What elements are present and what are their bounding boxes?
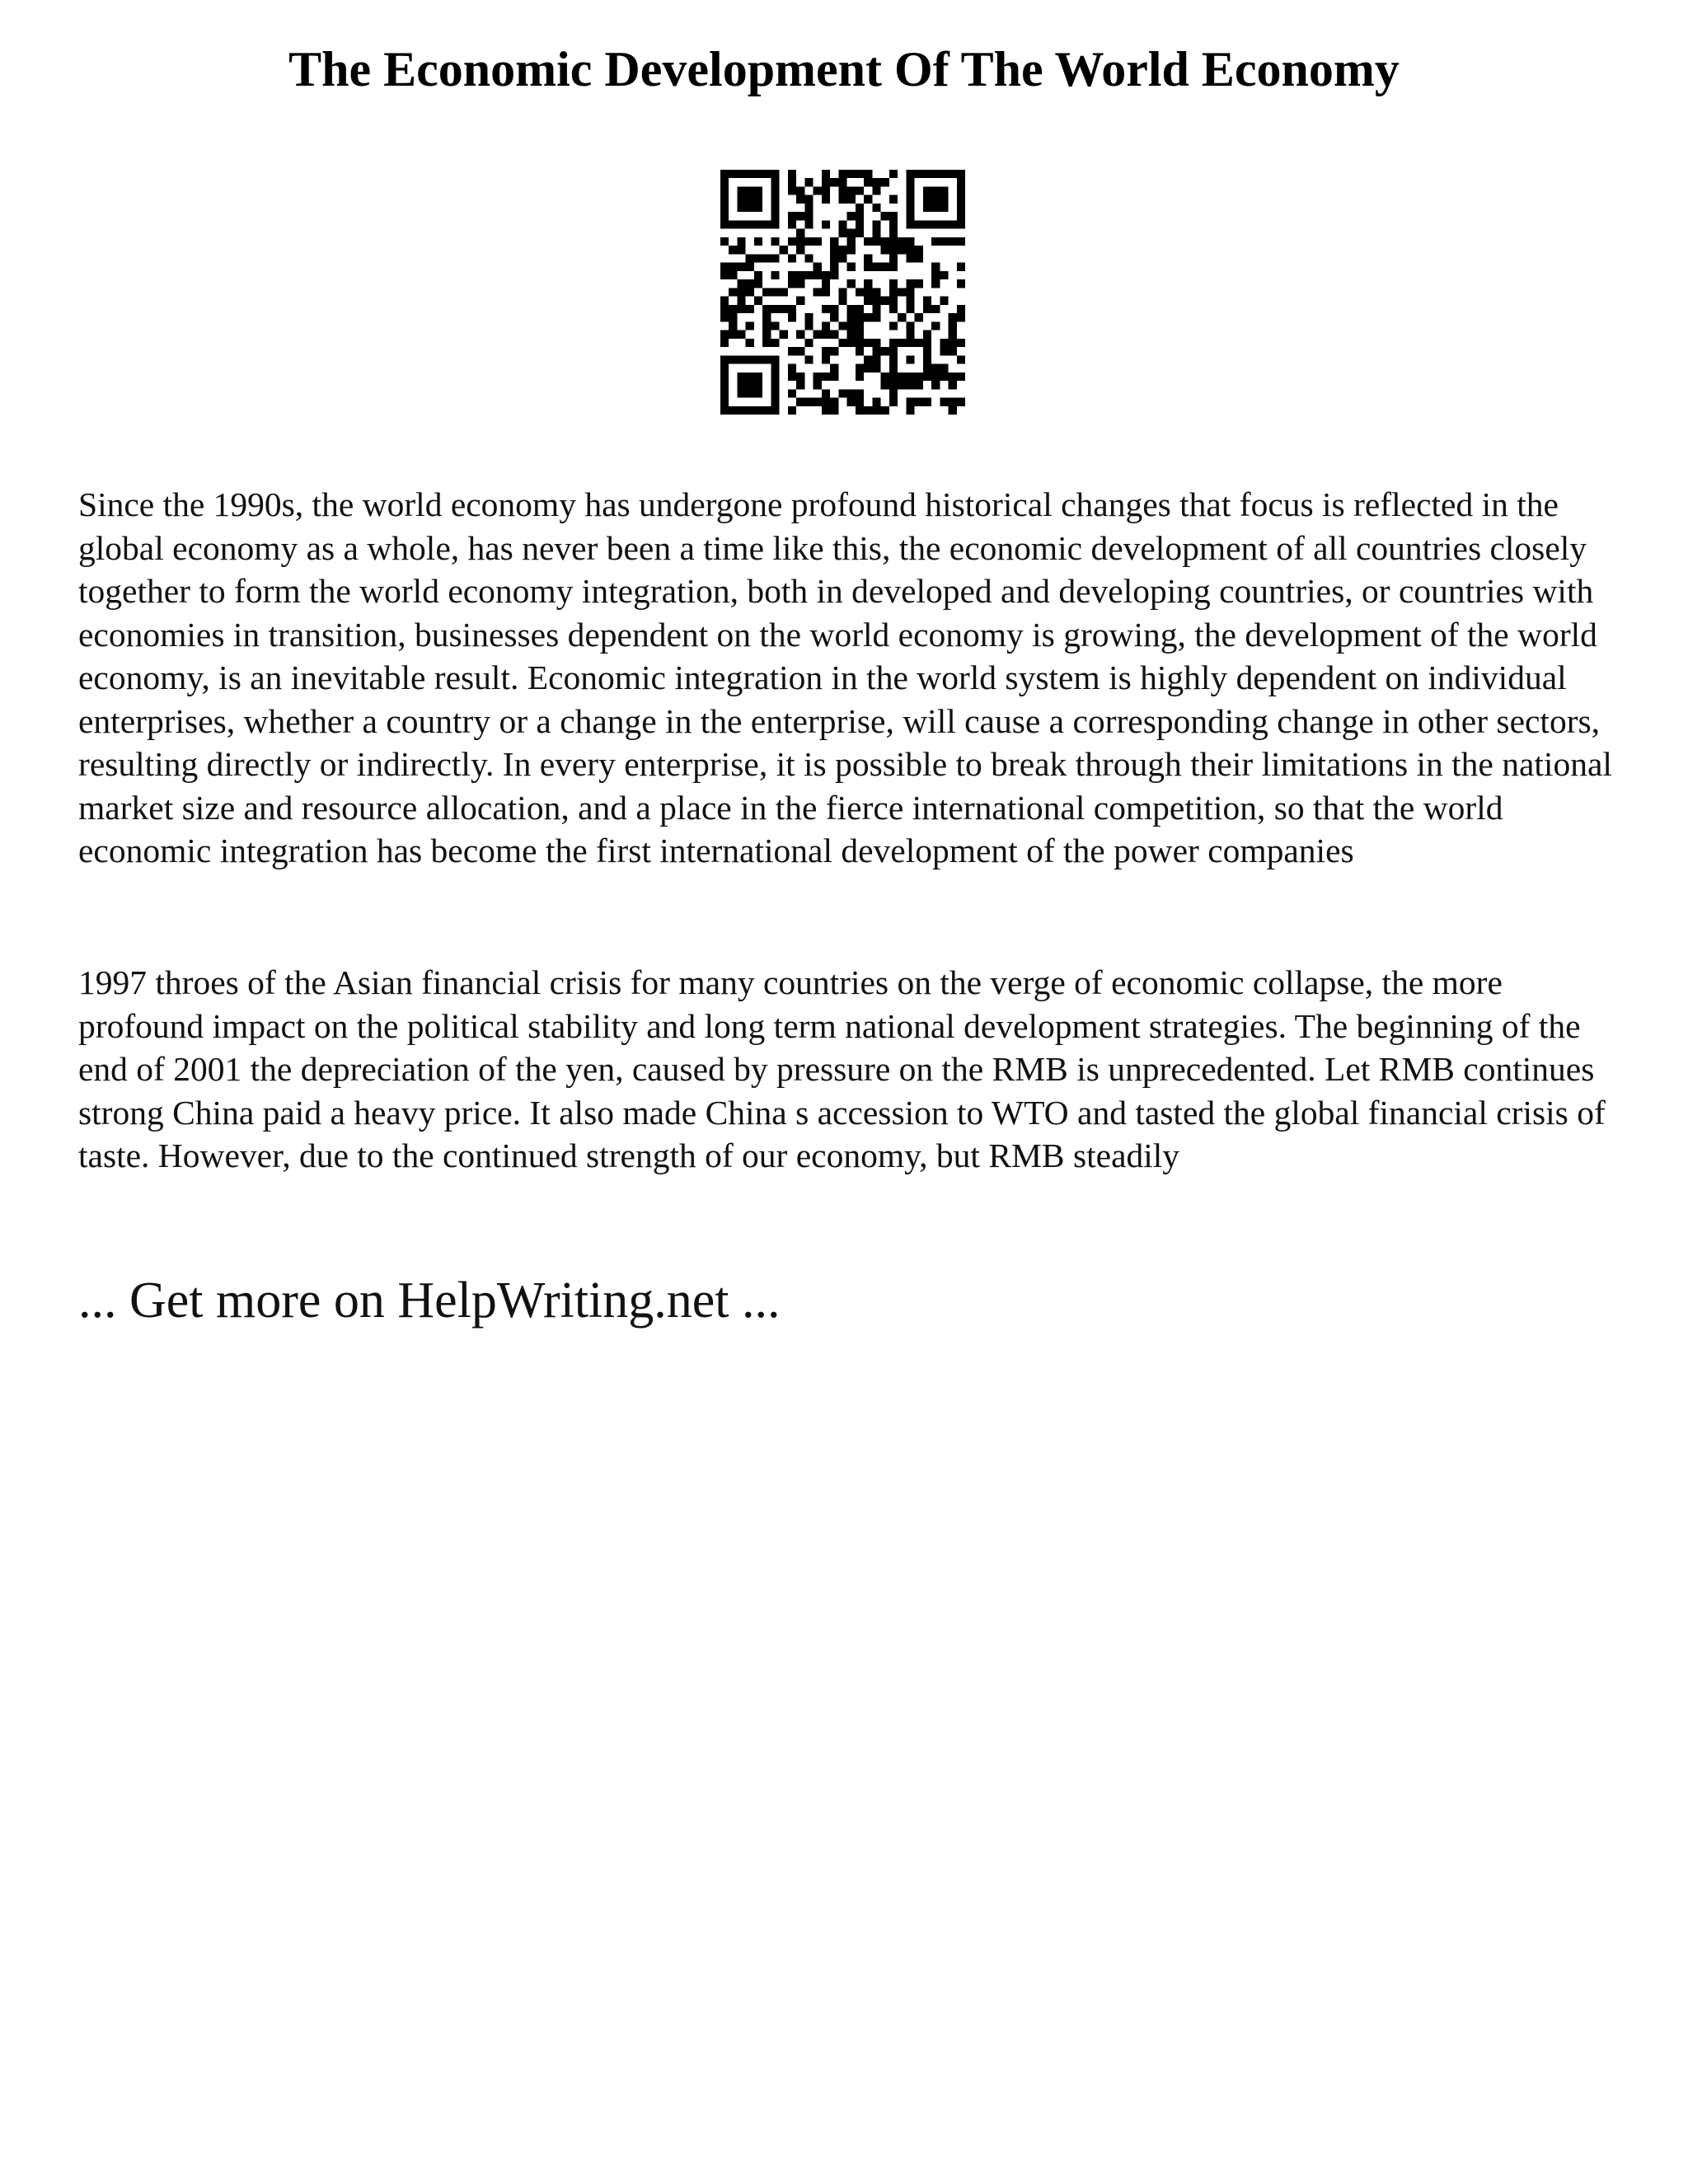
body-paragraph-2: 1997 throes of the Asian financial crisis for many countries on the verge of economic collapse, the more profound impact on the political stability and long term national development strategies. The beginning of the end of 2001 the depreciation of the yen, caused by pressure on the RMB is unprecedented. Let RMB continues strong China paid a heavy price. It also made China s accession to WTO and tasted the global financial crisis of taste. However, due to the continued strength of our economy, but RMB steadily xyxy=(78,963,1606,1174)
page-title: The Economic Development Of The World Economy xyxy=(288,42,1400,96)
qr-code-icon[interactable] xyxy=(720,170,965,415)
get-more-link[interactable]: ... Get more on HelpWriting.net ... xyxy=(78,1272,781,1329)
body-paragraph-1: Since the 1990s, the world economy has undergone profound historical changes that focus is reflected in the global economy as a whole, has never been a time like this, the economic development of all countries closely together to form the world economy integration, both in developed and developing countries, or countries with economies in transition, businesses dependent on the world economy is growing, the development of the world economy, is an inevitable result. Economic integration in the world system is highly dependent on individual enterprises, whether a country or a change in the enterprise, will cause a corresponding change in other sectors, resulting directly or indirectly. In every enterprise, it is possible to break through their limitations in the national market size and resource allocation, and a place in the fierce international competition, so that the world economic integration has become the first international development of the power companies xyxy=(78,485,1612,869)
